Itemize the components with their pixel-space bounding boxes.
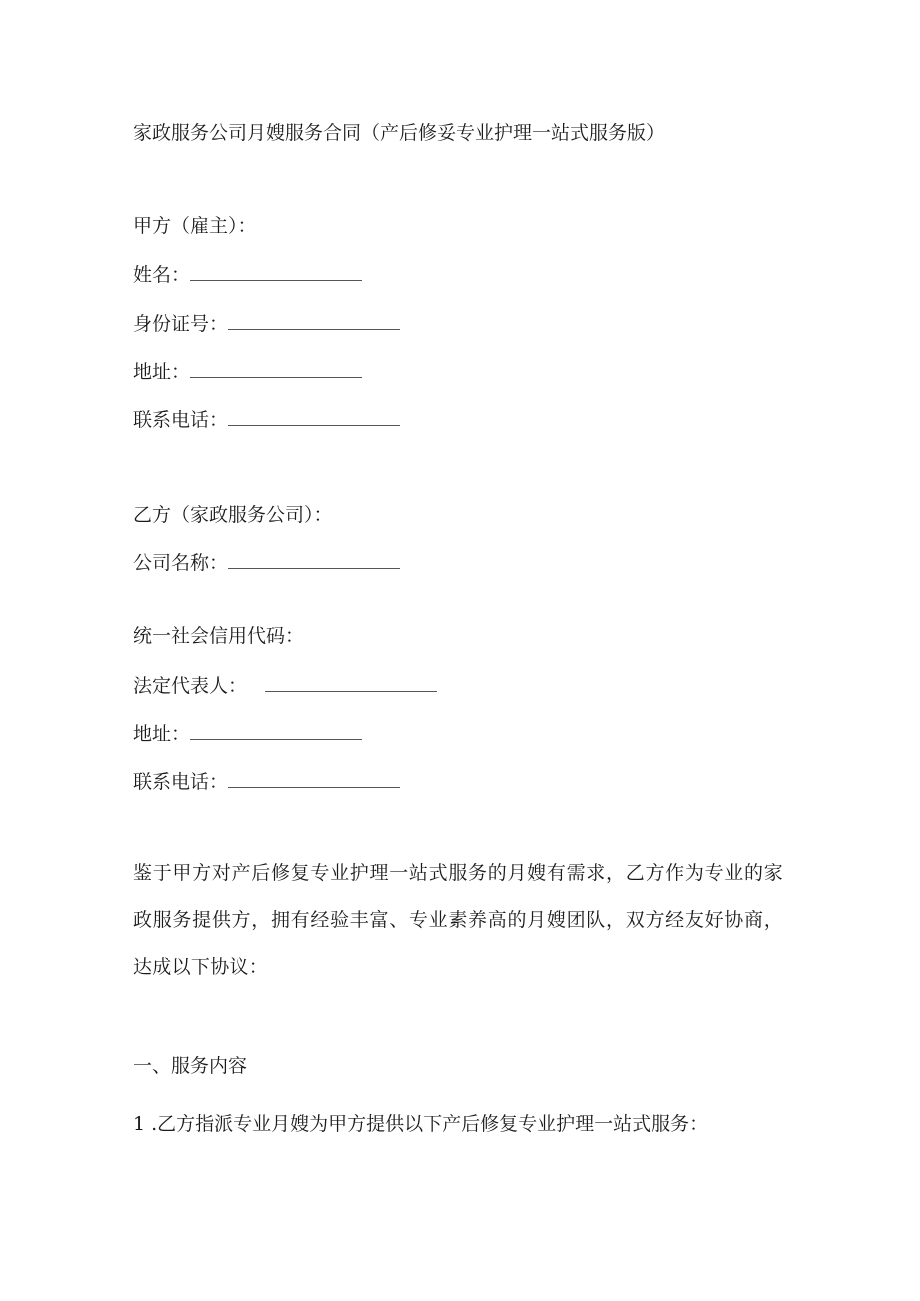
party-a-id-label: 身份证号： (133, 313, 229, 335)
document-title: 家政服务公司月嫂服务合同（产后修妥专业护理一站式服务版） (133, 122, 666, 144)
party-a-address-label: 地址： (133, 361, 191, 383)
party-b-company-blank (228, 550, 400, 569)
party-a-id-row (133, 311, 400, 336)
party-a-phone-row (133, 407, 400, 432)
party-b-phone-blank (228, 769, 400, 788)
party-b-company-row (133, 550, 400, 575)
party-b-legal-rep-label: 法定代表人： (133, 675, 248, 697)
party-b-phone-label: 联系电话： (133, 771, 229, 793)
party-a-id-blank (228, 311, 400, 330)
party-a-name-label: 姓名： (133, 264, 191, 286)
party-a-address-blank (190, 359, 362, 378)
preamble-paragraph: 鉴于甲方对产后修复专业护理一站式服务的月嫂有需求，乙方作为专业的家政服务提供方，拥有经验丰富、专业素养高的月嫂团队，双方经友好协商，达成以下协议： (133, 862, 783, 978)
section-1-heading: 一、服务内容 (133, 1055, 248, 1077)
party-b-company-label: 公司名称： (133, 552, 229, 574)
party-a-phone-label: 联系电话： (133, 409, 229, 431)
party-b-address-row (133, 721, 362, 746)
party-b-address-blank (190, 721, 362, 740)
party-a-phone-blank (228, 407, 400, 426)
party-b-legal-rep-blank (265, 673, 437, 692)
party-a-name-blank (190, 262, 362, 281)
section-1-item-1: 1 .乙方指派专业月嫂为甲方提供以下产后修复专业护理一站式服务： (133, 1113, 709, 1135)
party-b-legal-rep-row (133, 673, 437, 698)
party-b-heading: 乙方（家政服务公司）： (133, 504, 333, 526)
party-b-address-label: 地址： (133, 723, 191, 745)
party-a-name-row (133, 262, 362, 287)
party-a-heading: 甲方（雇主）： (133, 215, 257, 237)
party-a-address-row (133, 359, 362, 384)
party-b-phone-row (133, 769, 400, 794)
party-b-credit-code-label: 统一社会信用代码： (133, 625, 305, 647)
